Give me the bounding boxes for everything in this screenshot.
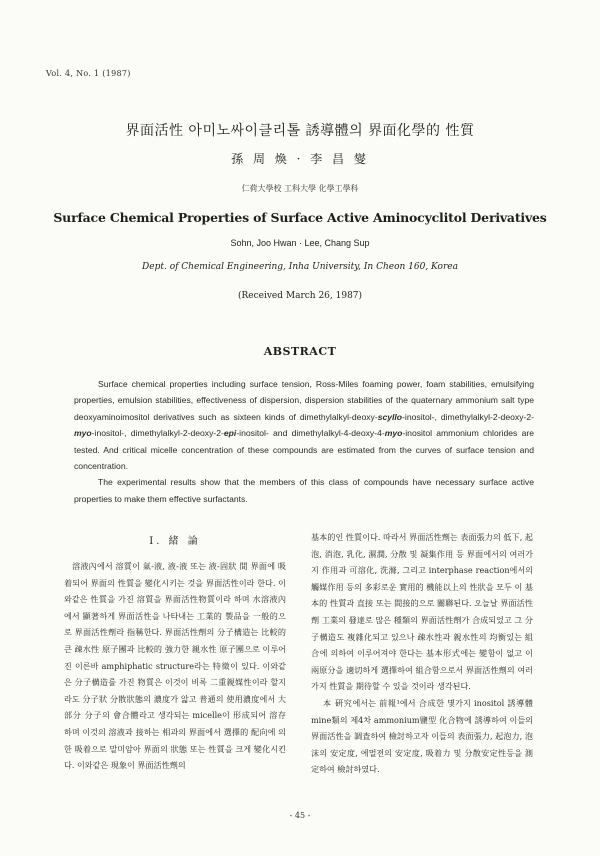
abstract-paragraph-2: The experimental results show that the members of this class of compounds have necessary surface active properties to make them effective surfactants. bbox=[74, 477, 534, 504]
abstract-italic-term: myo bbox=[74, 428, 92, 439]
abstract-text: -inositol-, dimethylalkyl-2-deoxy-2- bbox=[91, 428, 224, 439]
abstract-italic-term: epi bbox=[223, 428, 237, 439]
intro-paragraph-right-1: 基本的인 性質이다. 따라서 界面活性劑는 表面張力의 低下, 起泡, 消泡, 乳化, 濕潤, 分散 및 凝集作用 등 界面에서의 여러가지 作用과 可溶化, 洗滌, 그리고 interphase reaction에서의 觸媒作用 등의 多彩로운 實用的 機能以上의 性狀을 모두 이 基本的 性質과 直接 또는 間接的으로 關聯된다. 오늘날 界面活性劑 工業의 發達로 많은 種類의 界面活性劑가 合成되었고 그 分子構造도 複雜化되고 있으나 疎水性과 親水性의 均衡있는 組合에 의하여 이루어져야 한다는 基本形式에는 變함이 없고 이 兩原分을 適切하게 選擇하여 組合함으로서 界面活性劑의 여러가지 性質을 期待할 수 있을 것이라 생각된다. bbox=[311, 532, 533, 692]
english-authors: Sohn, Joo Hwan · Lee, Chang Sup bbox=[230, 238, 370, 248]
abstract-paragraph-1 bbox=[74, 376, 534, 474]
english-affiliation: Dept. of Chemical Engineering, Inha University, In Cheon 160, Korea bbox=[142, 262, 458, 272]
abstract-text: -inositol ammonium chlorides are tested. And critical micelle concentration of these compounds are estimated from the curves of surface tension and concentration. bbox=[74, 428, 534, 472]
korean-affiliation: 仁荷大學校 工科大學 化學工學科 bbox=[241, 184, 359, 193]
right-column bbox=[311, 529, 533, 778]
korean-title: 界面活性 아미노싸이클리톨 誘導體의 界面化學的 性質 bbox=[125, 123, 475, 139]
abstract-heading: ABSTRACT bbox=[263, 345, 337, 358]
abstract-body bbox=[74, 376, 534, 507]
abstract-text: Surface chemical properties including surface tension, Ross-Miles foaming power, foam stabilities, emulsifying properties, emulsion stabilities, effectiveness of dispersion, dispersion stabilities of the quaternary ammonium salt type deoxyaminoimositol derivatives such as sixteen kinds of dimethylalkyl-deoxy- bbox=[74, 379, 534, 422]
abstract-text: -inositol-, dimethylalkyl-2-deoxy-2- bbox=[402, 411, 534, 422]
abstract-italic-term: myo bbox=[384, 428, 403, 439]
journal-volume: Vol. 4, No. 1 (1987) bbox=[46, 69, 131, 78]
intro-paragraph-left: 溶液內에서 溶質이 氣-液, 液-液 또는 液-固狀 間 界面에 吸着되어 界面의 性質을 變化시키는 것을 界面活性이라 한다. 이와같은 性質을 가진 溶質을 界面活性物質이라 하며 水溶液內에서 顯著하게 界面活性을 나타내는 工業的 製品을 一般的으로 界面活性劑라 指稱한다. 界面活性劑의 分子構造는 比較的 큰 疎水性 原子團과 比較的 強力한 親水性 原子團으로 이루어진 이른바 amphiphatic structure라는 特徵이 있다. 이와같은 分子構造를 가진 物質은 이것이 비록 二重親媒性이라 할지라도 分子狀 分散狀態의 濃度가 앏고 普通의 使用濃度에서 大部分 分子의 會合體라고 생각되는 micelle이 形成되어 溶存 하며 이것의 溶液과 接하는 相과의 界面에서 選擇的 配向에 의한 吸着으로 말미암아 界面의 狀態 또는 性質을 크게 變化시킨다. 이와같은 現象이 界面活性劑의 bbox=[64, 561, 286, 771]
english-title: Surface Chemical Properties of Surface Active Aminocyclitol Derivatives bbox=[53, 210, 547, 225]
abstract-italic-term: scyllo bbox=[377, 411, 403, 422]
abstract-text: -inositol- and dimethylalkyl-4-deoxy-4- bbox=[236, 428, 385, 439]
korean-authors: 孫 周 煥 · 李 昌 燮 bbox=[231, 152, 369, 166]
section-heading-introduction: I. 緒 論 bbox=[149, 536, 201, 547]
page-number: - 45 - bbox=[289, 811, 311, 820]
intro-paragraph-right-2: 本 硏究에서는 前報¹에서 合成한 몇가지 inositol 誘導體 mine類의 제4차 ammonium鹽型 化合物에 誘導하여 이들의 界面活性을 調査하여 檢討하고자 이들의 表面張力, 起泡力, 泡沫의 安定度, 에멀젼의 安定度, 吸着力 및 分散安定性등을 測定하여 檢討하였다. bbox=[311, 697, 533, 775]
received-date: (Received March 26, 1987) bbox=[237, 291, 363, 301]
